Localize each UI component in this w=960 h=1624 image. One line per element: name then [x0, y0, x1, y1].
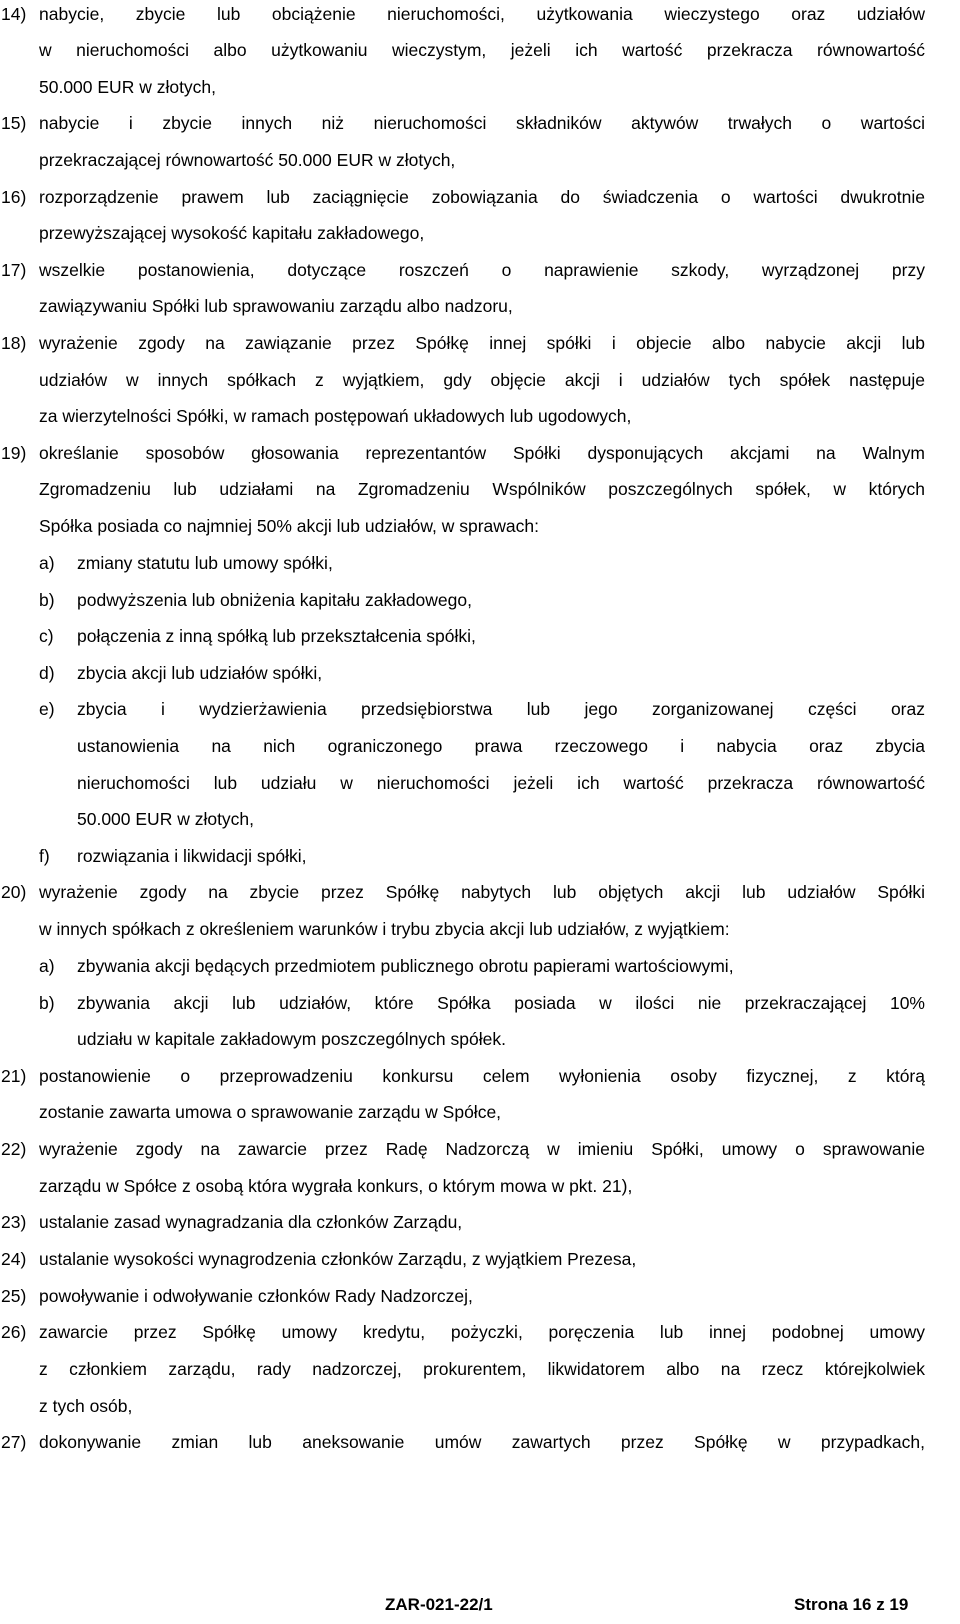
sub-item-marker: b)	[39, 590, 55, 610]
sub-item-marker: a)	[39, 553, 55, 573]
item-text-line: zawarcie przez Spółkę umowy kredytu, pożyczki, poręczenia lub innej podobnej umowy	[39, 1322, 925, 1342]
sub-item-text-line: podwyższenia lub obniżenia kapitału zakładowego,	[77, 590, 472, 610]
sub-item-marker: a)	[39, 956, 55, 976]
sub-item-text-line: nieruchomości lub udziału w nieruchomości jeżeli ich wartość przekracza równowartość	[77, 773, 925, 793]
item-text-line: przekraczającej równowartość 50.000 EUR w złotych,	[39, 150, 456, 170]
sub-item-text-line: zbycia i wydzierżawienia przedsiębiorstwa lub jego zorganizowanej części oraz	[77, 699, 925, 719]
item-text-line: za wierzytelności Spółki, w ramach postępowań układowych lub ugodowych,	[39, 406, 632, 426]
item-marker: 19)	[1, 443, 27, 463]
item-marker: 14)	[1, 4, 27, 24]
item-text-line: ustalanie wysokości wynagrodzenia członków Zarządu, z wyjątkiem Prezesa,	[39, 1249, 637, 1269]
item-text-line: określanie sposobów głosowania reprezentantów Spółki dysponujących akcjami na Walnym	[39, 443, 925, 463]
item-text-line: postanowienie o przeprowadzeniu konkursu celem wyłonienia osoby fizycznej, z którą	[39, 1066, 925, 1086]
sub-item-text-line: zbywania akcji będących przedmiotem publicznego obrotu papierami wartościowymi,	[77, 956, 734, 976]
item-text-line: nabycie i zbycie innych niż nieruchomości składników aktywów trwałych o wartości	[39, 113, 925, 133]
sub-item-marker: d)	[39, 663, 55, 683]
item-text-line: udziałów w innych spółkach z wyjątkiem, gdy objęcie akcji i udziałów tych spółek następuje	[39, 370, 925, 390]
item-marker: 20)	[1, 882, 27, 902]
sub-item-text-line: ustanowienia na nich ograniczonego prawa rzeczowego i nabycia oraz zbycia	[77, 736, 925, 756]
footer-doc-id: ZAR-021-22/1	[385, 1595, 493, 1614]
item-text-line: wszelkie postanowienia, dotyczące roszczeń o naprawienie szkody, wyrządzonej przy	[39, 260, 925, 280]
item-text-line: w nieruchomości albo użytkowaniu wieczystym, jeżeli ich wartość przekracza równowartość	[39, 40, 925, 60]
item-marker: 18)	[1, 333, 27, 353]
sub-item-marker: f)	[39, 846, 50, 866]
item-marker: 21)	[1, 1066, 27, 1086]
item-text-line: z członkiem zarządu, rady nadzorczej, prokurentem, likwidatorem albo na rzecz którejkolwiek	[39, 1359, 925, 1379]
sub-item-marker: e)	[39, 699, 55, 719]
item-text-line: wyrażenie zgody na zbycie przez Spółkę nabytych lub objętych akcji lub udziałów Spółki	[39, 882, 925, 902]
sub-item-text-line: zmiany statutu lub umowy spółki,	[77, 553, 333, 573]
sub-item-text-line: udziału w kapitale zakładowym poszczególnych spółek.	[77, 1029, 506, 1049]
item-marker: 25)	[1, 1286, 27, 1306]
item-text-line: rozporządzenie prawem lub zaciągnięcie zobowiązania do świadczenia o wartości dwukrotnie	[39, 187, 925, 207]
sub-item-marker: c)	[39, 626, 54, 646]
sub-item-marker: b)	[39, 993, 55, 1013]
item-text-line: w innych spółkach z określeniem warunków i trybu zbycia akcji lub udziałów, z wyjątkiem:	[39, 919, 730, 939]
item-text-line: zostanie zawarta umowa o sprawowanie zarządu w Spółce,	[39, 1102, 502, 1122]
item-text-line: zawiązywaniu Spółki lub sprawowaniu zarządu albo nadzoru,	[39, 296, 513, 316]
item-marker: 17)	[1, 260, 27, 280]
item-text-line: Spółka posiada co najmniej 50% akcji lub udziałów, w sprawach:	[39, 516, 539, 536]
item-text-line: wyrażenie zgody na zawarcie przez Radę Nadzorczą w imieniu Spółki, umowy o sprawowanie	[39, 1139, 925, 1159]
item-text-line: Zgromadzeniu lub udziałami na Zgromadzeniu Wspólników poszczególnych spółek, w których	[39, 479, 925, 499]
sub-item-text-line: 50.000 EUR w złotych,	[77, 809, 255, 829]
sub-item-text-line: rozwiązania i likwidacji spółki,	[77, 846, 307, 866]
item-text-line: przewyższającej wysokość kapitału zakładowego,	[39, 223, 425, 243]
item-marker: 24)	[1, 1249, 27, 1269]
item-text-line: powoływanie i odwoływanie członków Rady Nadzorczej,	[39, 1286, 473, 1306]
sub-item-text-line: połączenia z inną spółką lub przekształcenia spółki,	[77, 626, 476, 646]
item-marker: 22)	[1, 1139, 27, 1159]
item-text-line: dokonywanie zmian lub aneksowanie umów zawartych przez Spółkę w przypadkach,	[39, 1432, 925, 1452]
item-text-line: zarządu w Spółce z osobą która wygrała konkurs, o którym mowa w pkt. 21),	[39, 1176, 633, 1196]
footer-page-number: Strona 16 z 19	[794, 1595, 909, 1614]
item-marker: 15)	[1, 113, 27, 133]
item-text-line: 50.000 EUR w złotych,	[39, 77, 217, 97]
item-text-line: wyrażenie zgody na zawiązanie przez Spółkę innej spółki i objecie albo nabycie akcji lub	[39, 333, 925, 353]
item-marker: 26)	[1, 1322, 27, 1342]
item-text-line: nabycie, zbycie lub obciążenie nieruchomości, użytkowania wieczystego oraz udziałów	[39, 4, 925, 24]
item-marker: 27)	[1, 1432, 27, 1452]
item-marker: 16)	[1, 187, 27, 207]
item-text-line: z tych osób,	[39, 1396, 133, 1416]
sub-item-text-line: zbycia akcji lub udziałów spółki,	[77, 663, 323, 683]
item-text-line: ustalanie zasad wynagradzania dla członków Zarządu,	[39, 1212, 463, 1232]
sub-item-text-line: zbywania akcji lub udziałów, które Spółka posiada w ilości nie przekraczającej 10%	[77, 993, 925, 1013]
item-marker: 23)	[1, 1212, 27, 1232]
